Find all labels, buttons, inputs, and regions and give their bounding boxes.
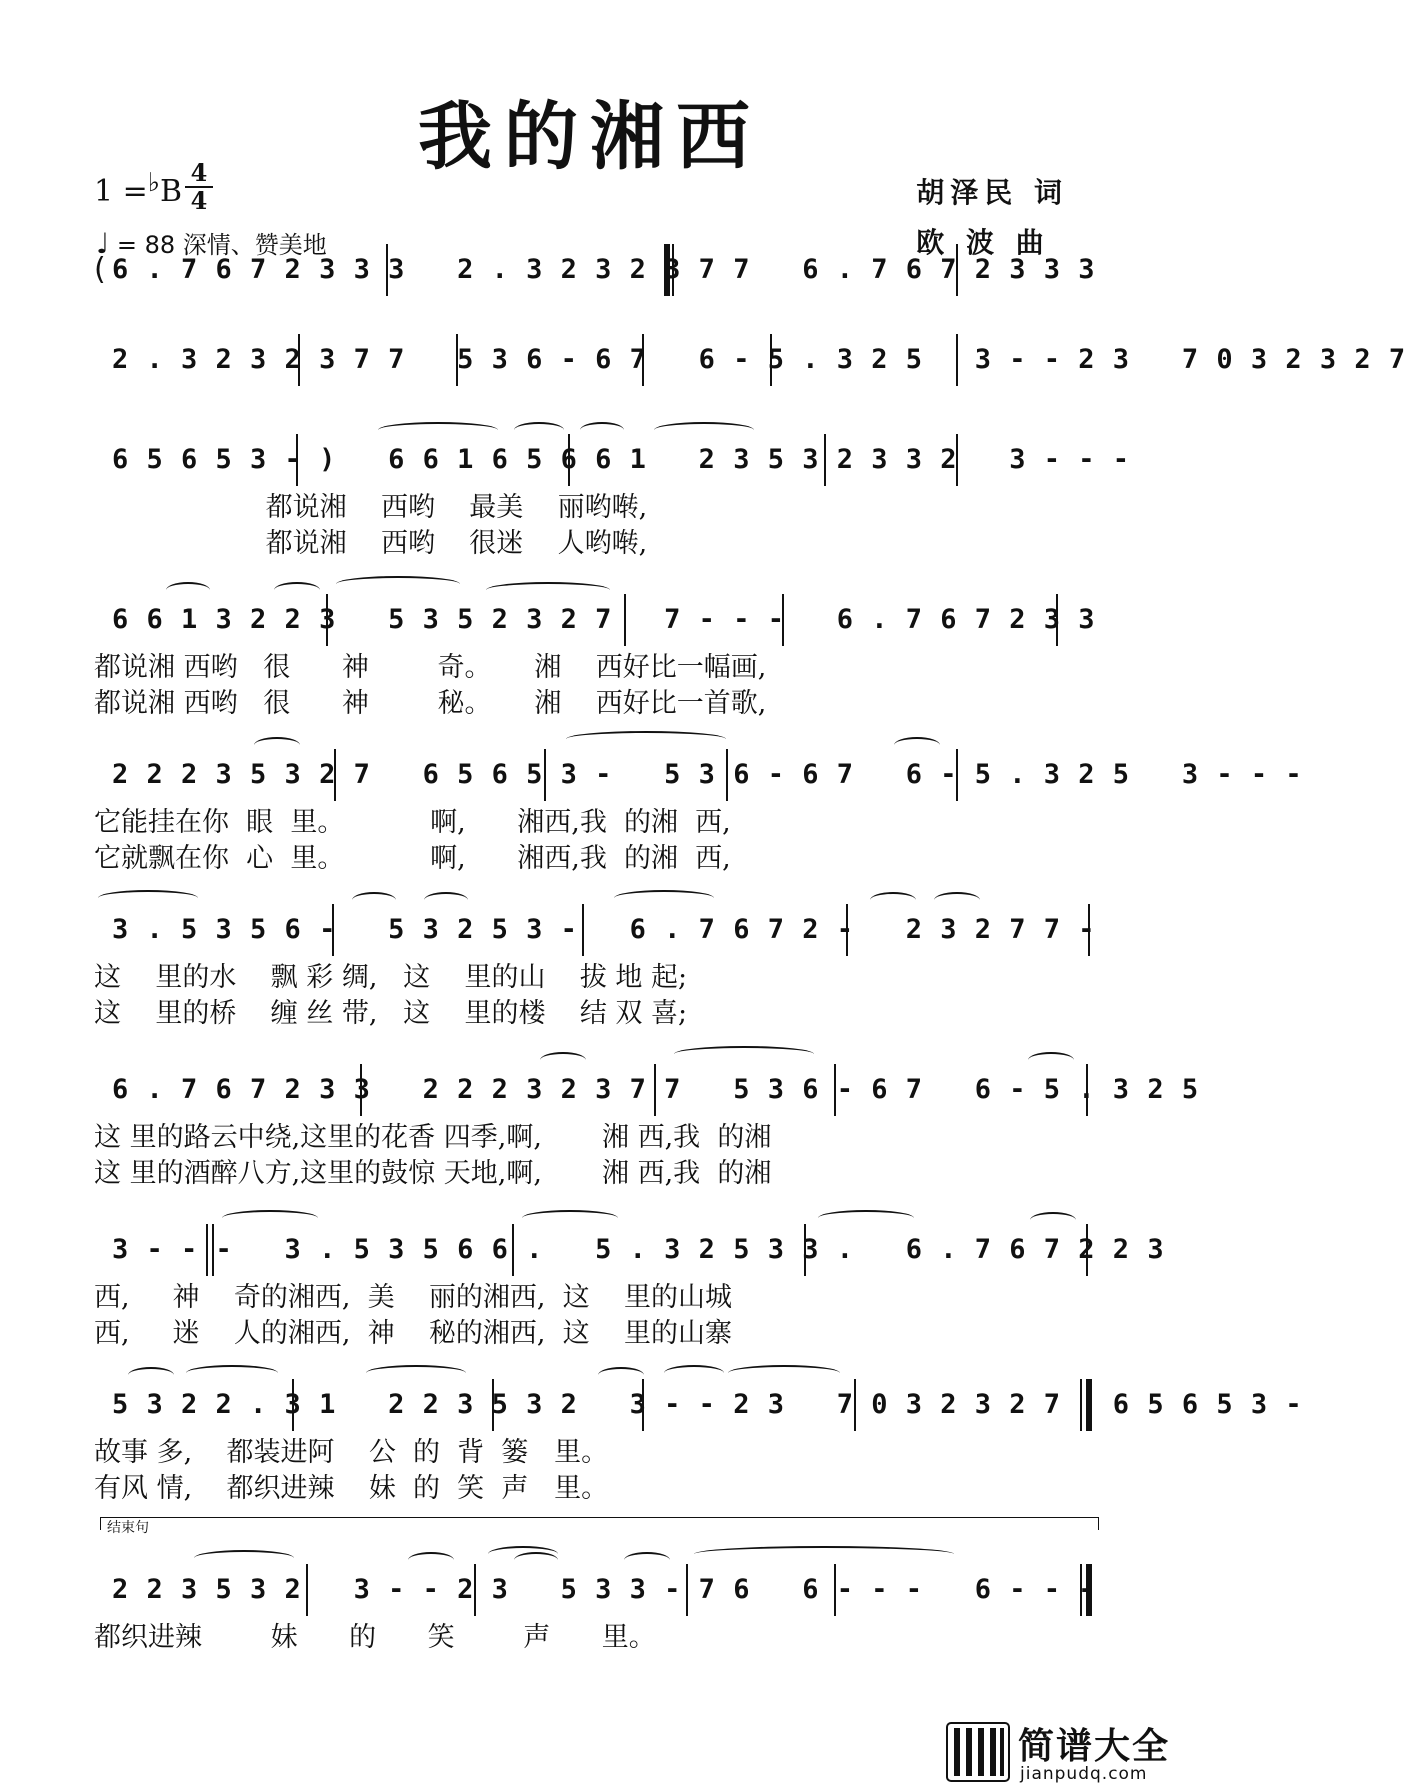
key-note: B bbox=[160, 174, 183, 209]
notes: 2 2 2 3 5 3 2 7 6 5 6 5 3 - 5 3 6 - 6 7 6 - 5 . 3 2 5 3 - - - bbox=[112, 759, 1303, 790]
notes: 5 3 2 2 . 3 1 2 2 3 5 3 2 3 - - 2 3 7 0 3 2 3 2 7 6 5 6 5 3 - bbox=[112, 1389, 1303, 1420]
staff-row bbox=[94, 1060, 1200, 1120]
barline bbox=[654, 1064, 656, 1116]
watermark-title: 简谱大全 bbox=[1018, 1726, 1171, 1767]
slur bbox=[186, 1365, 278, 1381]
notes: 2 2 3 5 3 2 3 - - 2 3 5 3 3 - 7 6 6 - - - 6 - - - bbox=[112, 1574, 1096, 1605]
slur bbox=[424, 892, 468, 908]
slur bbox=[540, 1052, 586, 1068]
barline bbox=[332, 904, 334, 956]
time-signature bbox=[185, 160, 213, 214]
slur bbox=[580, 422, 624, 438]
lyric-verse-2: 这 里的酒醉八方,这里的鼓惊 天地,啊, 湘 西,我 的湘 bbox=[94, 1158, 772, 1189]
lyric-verse-1: 它能挂在你 眼 里。 啊, 湘西,我 的湘 西, bbox=[94, 807, 731, 838]
slur bbox=[408, 1552, 454, 1568]
lyric-verse-2: 都说湘 西哟 很迷 人哟啭, bbox=[94, 528, 648, 559]
staff-row bbox=[94, 240, 1096, 300]
ending-bracket-end bbox=[1098, 1518, 1099, 1530]
barline bbox=[854, 1379, 856, 1431]
slur bbox=[522, 1210, 618, 1226]
slur bbox=[624, 1552, 670, 1568]
notes: 6 6 1 3 2 2 3 5 3 5 2 3 2 7 7 - - - 6 . 7 6 7 2 3 3 bbox=[112, 604, 1096, 635]
barline bbox=[298, 334, 300, 386]
ending-bracket bbox=[100, 1517, 1099, 1536]
ending-label: 结束句 bbox=[107, 1520, 149, 1536]
slur bbox=[274, 582, 320, 598]
barline bbox=[474, 1564, 476, 1616]
staff-row bbox=[94, 430, 1131, 490]
barline bbox=[1080, 1379, 1082, 1431]
final-barline-thick bbox=[1086, 1564, 1092, 1616]
slur bbox=[894, 737, 940, 753]
slur bbox=[514, 1552, 558, 1568]
slur bbox=[1028, 1052, 1074, 1068]
barline bbox=[512, 1224, 514, 1276]
barline bbox=[306, 1564, 308, 1616]
intro-paren: ( bbox=[94, 252, 106, 287]
barline bbox=[956, 434, 958, 486]
barline bbox=[582, 904, 584, 956]
notes: 3 - - - 3 . 5 3 5 6 6 . 5 . 3 2 5 3 3 . 6 . 7 6 7 2 2 3 bbox=[112, 1234, 1165, 1265]
staff-row bbox=[94, 745, 1303, 805]
notes: 6 5 6 5 3 - ) 6 6 1 6 5 6 6 1 2 3 5 3 2 3 3 2 3 - - - bbox=[112, 444, 1131, 475]
flat-icon: ♭ bbox=[147, 168, 161, 198]
staff-row bbox=[94, 1560, 1096, 1620]
notes: 6 . 7 6 7 2 3 3 3 2 . 3 2 3 2 3 7 7 6 . 7 6 7 2 3 3 3 bbox=[112, 254, 1096, 285]
barline bbox=[326, 594, 328, 646]
lyric-verse-1: 这 里的水 飘 彩 绸, 这 里的山 拔 地 起; bbox=[94, 962, 688, 993]
slur bbox=[694, 1546, 954, 1562]
slur bbox=[254, 737, 300, 753]
slur bbox=[664, 1365, 724, 1381]
lyric-verse-2: 有风 情, 都织进辣 妹 的 笑 声 里。 bbox=[94, 1473, 609, 1504]
slur bbox=[1030, 1212, 1076, 1228]
barline bbox=[956, 334, 958, 386]
watermark-url: jianpudq.com bbox=[1020, 1764, 1148, 1784]
barline bbox=[1086, 1224, 1088, 1276]
barline bbox=[642, 1379, 644, 1431]
barline bbox=[672, 244, 674, 296]
lyric-verse-2: 这 里的桥 缠 丝 带, 这 里的楼 结 双 喜; bbox=[94, 998, 688, 1029]
barline bbox=[456, 334, 458, 386]
slur bbox=[166, 582, 210, 598]
barline bbox=[686, 1564, 688, 1616]
barline bbox=[726, 749, 728, 801]
barline bbox=[1056, 594, 1058, 646]
staff-row bbox=[94, 900, 1096, 960]
final-barline bbox=[1080, 1564, 1082, 1616]
slur bbox=[194, 1550, 294, 1566]
notes: 6 . 7 6 7 2 3 3 2 2 2 3 2 3 7 7 5 3 6 - 6 7 6 - 5 . 3 2 5 bbox=[112, 1074, 1200, 1105]
notes: 2 . 3 2 3 2 3 7 7 5 3 6 - 6 7 6 - 5 . 3 2 5 3 - - 2 3 7 0 3 2 3 2 7 bbox=[112, 344, 1406, 375]
lyric-verse-1: 故事 多, 都装进阿 公 的 背 篓 里。 bbox=[94, 1437, 609, 1468]
lyric-verse-2: 都说湘 西哟 很 神 秘。 湘 西好比一首歌, bbox=[94, 688, 767, 719]
slur bbox=[514, 422, 564, 438]
barline bbox=[956, 749, 958, 801]
barline bbox=[624, 594, 626, 646]
key-prefix: 1 = bbox=[94, 174, 148, 209]
barline bbox=[296, 434, 298, 486]
slur bbox=[614, 890, 714, 906]
repeat-barline bbox=[664, 244, 670, 296]
slur bbox=[654, 422, 754, 438]
piano-keys-icon bbox=[946, 1722, 1010, 1782]
key-signature bbox=[94, 168, 182, 209]
repeat-end-barline bbox=[1086, 1379, 1092, 1431]
barline bbox=[846, 904, 848, 956]
barline bbox=[834, 1064, 836, 1116]
staff-row bbox=[94, 1375, 1303, 1435]
slur bbox=[128, 1367, 174, 1383]
barline bbox=[782, 594, 784, 646]
lyric-verse-1: 西, 神 奇的湘西, 美 丽的湘西, 这 里的山城 bbox=[94, 1282, 732, 1313]
slur bbox=[598, 1367, 644, 1383]
barline bbox=[206, 1224, 208, 1276]
barline bbox=[642, 334, 644, 386]
lyric-verse-1: 这 里的路云中绕,这里的花香 四季,啊, 湘 西,我 的湘 bbox=[94, 1122, 772, 1153]
slur bbox=[366, 1365, 466, 1381]
barline bbox=[360, 1064, 362, 1116]
barline bbox=[544, 749, 546, 801]
lyric-ending: 都织进辣 妹 的 笑 声 里。 bbox=[94, 1622, 656, 1653]
composer: 欧 波 曲 bbox=[916, 226, 1050, 259]
time-top: 4 bbox=[190, 158, 208, 187]
notes: 3 . 5 3 5 6 - 5 3 2 5 3 - 6 . 7 6 7 2 - 2 3 2 7 7 - bbox=[112, 914, 1096, 945]
staff-row bbox=[94, 1220, 1165, 1280]
barline bbox=[568, 434, 570, 486]
quarter-note-icon: ♩ bbox=[96, 227, 110, 260]
slur bbox=[336, 576, 460, 592]
barline bbox=[334, 749, 336, 801]
barline bbox=[834, 1564, 836, 1616]
lyric-verse-2: 它就飘在你 心 里。 啊, 湘西,我 的湘 西, bbox=[94, 843, 731, 874]
barline bbox=[956, 244, 958, 296]
slur bbox=[352, 892, 396, 908]
slur bbox=[818, 1210, 914, 1226]
slur bbox=[870, 892, 916, 908]
lyric-verse-1: 都说湘 西哟 很 神 奇。 湘 西好比一幅画, bbox=[94, 652, 767, 683]
slur bbox=[486, 582, 610, 598]
barline bbox=[824, 434, 826, 486]
slur bbox=[728, 1365, 840, 1381]
barline bbox=[212, 1224, 214, 1276]
barline bbox=[1088, 904, 1090, 956]
watermark-logo bbox=[940, 1714, 1180, 1790]
staff-row bbox=[94, 330, 1406, 390]
song-title: 我的湘西 bbox=[418, 94, 762, 180]
tempo-text: = 88 深情、赞美地 bbox=[116, 231, 327, 259]
slur bbox=[934, 892, 980, 908]
lyric-verse-1: 都说湘 西哟 最美 丽哟啭, bbox=[94, 492, 648, 523]
barline bbox=[386, 244, 388, 296]
slur bbox=[566, 731, 726, 747]
barline bbox=[804, 1224, 806, 1276]
barline bbox=[292, 1379, 294, 1431]
slur bbox=[222, 1210, 318, 1226]
slur bbox=[98, 890, 198, 906]
lyricist: 胡泽民 词 bbox=[916, 176, 1068, 209]
slur bbox=[674, 1046, 814, 1062]
time-bottom: 4 bbox=[185, 186, 213, 214]
barline bbox=[1086, 1064, 1088, 1116]
slur bbox=[378, 422, 498, 438]
barline bbox=[770, 334, 772, 386]
staff-row bbox=[94, 590, 1096, 650]
lyric-verse-2: 西, 迷 人的湘西, 神 秘的湘西, 这 里的山寨 bbox=[94, 1318, 732, 1349]
barline bbox=[492, 1379, 494, 1431]
